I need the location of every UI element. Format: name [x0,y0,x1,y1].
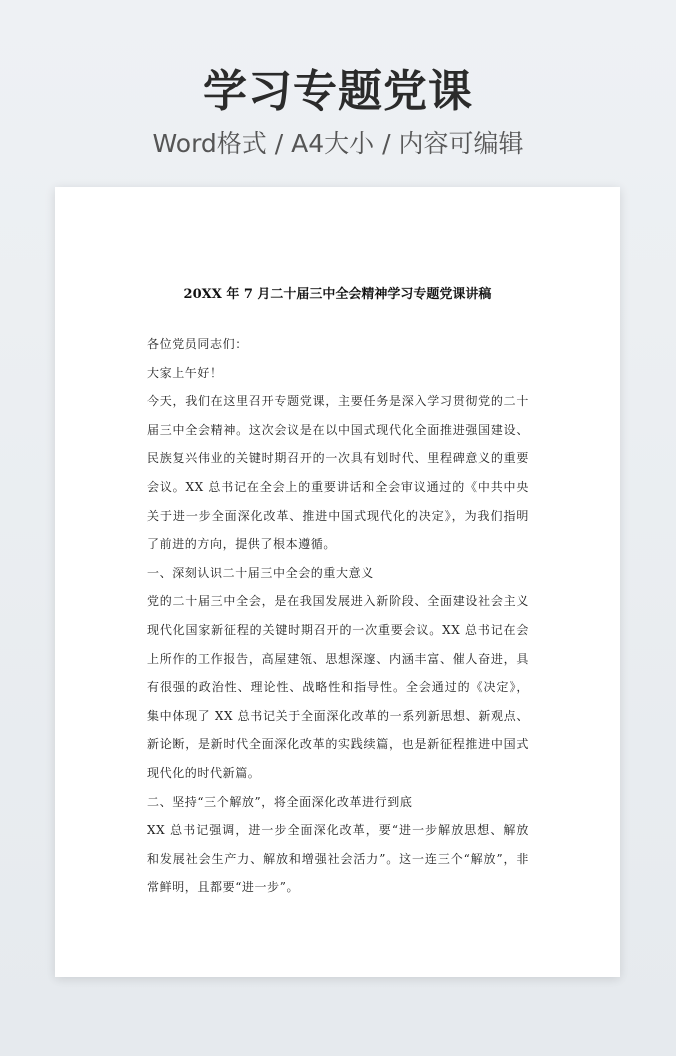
section-heading-2: 二、坚持“三个解放”，将全面深化改革进行到底 [147,794,413,809]
banner-subtitle: Word格式 / A4大小 / 内容可编辑 [152,129,524,158]
section-1-paragraph: 党的二十届三中全会，是在我国发展进入新阶段、全面建设社会主义现代化国家新征程的关键时期召开的一次重要会议。XX 总书记在会上所作的工作报告，高屋建瓴、思想深邃、内涵丰富、催人奋进，具有很强的政治性、理论性、战略性和指导性。全会通过的《决定》，集中体现了 XX 总书记关于全面深化改革的一系列新思想、新观点、新论断，是新时代全面深化改革的实践续篇，也是新征程推进中国式现代化的时代新篇。 [147,594,529,780]
document-title: 20XX 年 7 月二十届三中全会精神学习专题党课讲稿 [183,287,492,302]
greeting: 各位党员同志们： [147,337,248,351]
section-heading-1: 一、深刻认识二十届三中全会的重大意义 [147,565,374,580]
banner-title: 学习专题党课 [203,66,473,117]
intro-paragraph: 今天，我们在这里召开专题党课，主要任务是深入学习贯彻党的二十届三中全会精神。这次会议是在以中国式现代化全面推进强国建设、民族复兴伟业的关键时期召开的一次具有划时代、里程碑意义的重要会议。XX 总书记在全会上的重要讲话和全会审议通过的《中共中央关于进一步全面深化改革、推进中国式现代化的决定》，为我们指明了前进的方向，提供了根本遵循。 [147,394,529,552]
banner [0,60,676,164]
section-2-paragraph: XX 总书记强调，进一步全面深化改革，要“进一步解放思想、解放和发展社会生产力、解放和增强社会活力”。这一连三个“解放”，非常鲜明，且都要“进一步”。 [147,823,529,895]
document-body [147,330,529,902]
document-page [55,187,620,977]
salutation: 大家上午好！ [147,365,223,380]
